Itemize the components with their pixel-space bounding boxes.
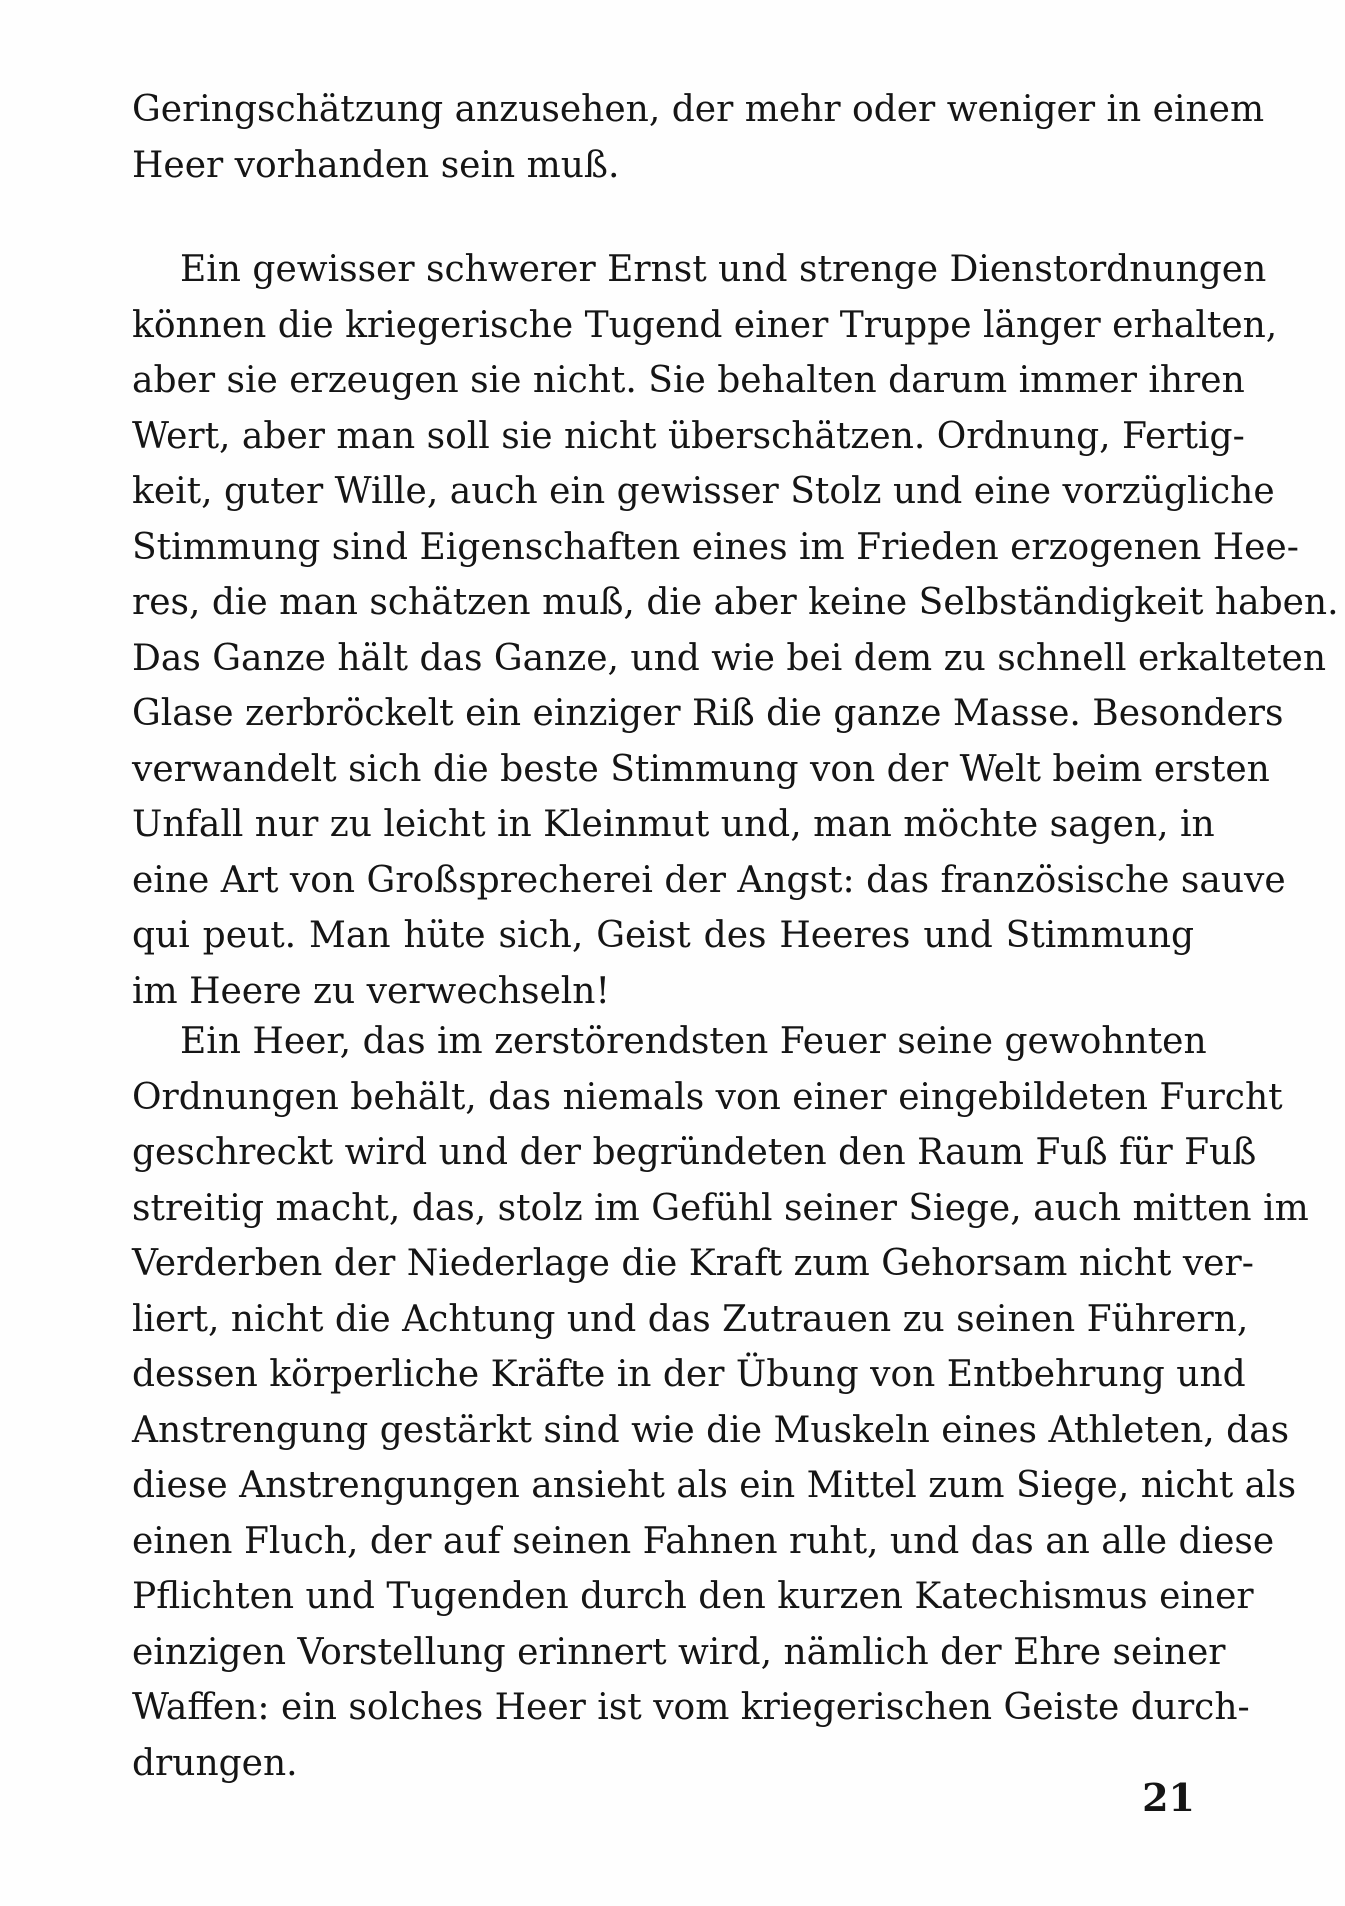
text-line: geschreckt wird und der begründeten den Raum Fuß für Fuß xyxy=(132,1132,1257,1173)
text-line: Stimmung sind Eigenschaften eines im Frieden erzogenen Hee- xyxy=(132,526,1299,568)
paragraph xyxy=(132,1014,1309,1791)
text-line: aber sie erzeugen sie nicht. Sie behalten darum immer ihren xyxy=(132,360,1245,401)
text-line: keit, guter Wille, auch ein gewisser Stolz und eine vorzügliche xyxy=(132,471,1275,512)
text-line: im Heere zu verwechseln! xyxy=(132,970,610,1012)
text-line: einzigen Vorstellung erinnert wird, nämlich der Ehre seiner xyxy=(132,1631,1226,1673)
text-line: Ein gewisser schwerer Ernst und strenge Dienstordnungen xyxy=(180,249,1267,290)
text-line: qui peut. Man hüte sich, Geist des Heeres und Stimmung xyxy=(132,915,1194,956)
text-line: Ordnungen behält, das niemals von einer eingebildeten Furcht xyxy=(132,1076,1283,1118)
text-line: Ein Heer, das im zerstörendsten Feuer seine gewohnten xyxy=(180,1021,1207,1062)
text-line: Heer vorhanden sein muß. xyxy=(132,144,620,186)
text-line: drungen. xyxy=(132,1742,298,1784)
text-line: Geringschätzung anzusehen, der mehr oder weniger in einem xyxy=(132,89,1265,130)
text-line: verwandelt sich die beste Stimmung von der Welt beim ersten xyxy=(132,748,1270,790)
text-line: res, die man schätzen muß, die aber keine Selbständigkeit haben. xyxy=(132,582,1339,623)
text-line: Unfall nur zu leicht in Kleinmut und, man möchte sagen, in xyxy=(132,804,1215,845)
text-line: können die kriegerische Tugend einer Truppe länger erhalten, xyxy=(132,304,1278,346)
text-line: eine Art von Großsprecherei der Angst: das französische sauve xyxy=(132,859,1286,901)
paragraph xyxy=(132,82,1265,193)
text-line: Verderben der Niederlage die Kraft zum Gehorsam nicht ver- xyxy=(132,1243,1254,1284)
text-line: Waffen: ein solches Heer ist vom kriegerischen Geiste durch- xyxy=(132,1687,1250,1728)
text-line: Anstrengung gestärkt sind wie die Muskeln eines Athleten, das xyxy=(132,1409,1290,1451)
text-line: Das Ganze hält das Ganze, und wie bei dem zu schnell erkalteten xyxy=(132,637,1327,679)
text-line: einen Fluch, der auf seinen Fahnen ruht, und das an alle diese xyxy=(132,1520,1275,1562)
text-line: Pflichten und Tugenden durch den kurzen Katechismus einer xyxy=(132,1576,1254,1617)
text-line: dessen körperliche Kräfte in der Übung von Entbehrung und xyxy=(132,1354,1246,1395)
paragraph xyxy=(132,242,1339,1019)
text-line: Wert, aber man soll sie nicht überschätzen. Ordnung, Fertig- xyxy=(132,415,1245,457)
text-line: Glase zerbröckelt ein einziger Riß die ganze Masse. Besonders xyxy=(132,693,1284,734)
text-line: streitig macht, das, stolz im Gefühl seiner Siege, auch mitten im xyxy=(132,1187,1309,1229)
text-line: liert, nicht die Achtung und das Zutrauen zu seinen Führern, xyxy=(132,1298,1249,1340)
text-line: diese Anstrengungen ansieht als ein Mittel zum Siege, nicht als xyxy=(132,1465,1297,1506)
page-number: 21 xyxy=(1142,1775,1195,1820)
